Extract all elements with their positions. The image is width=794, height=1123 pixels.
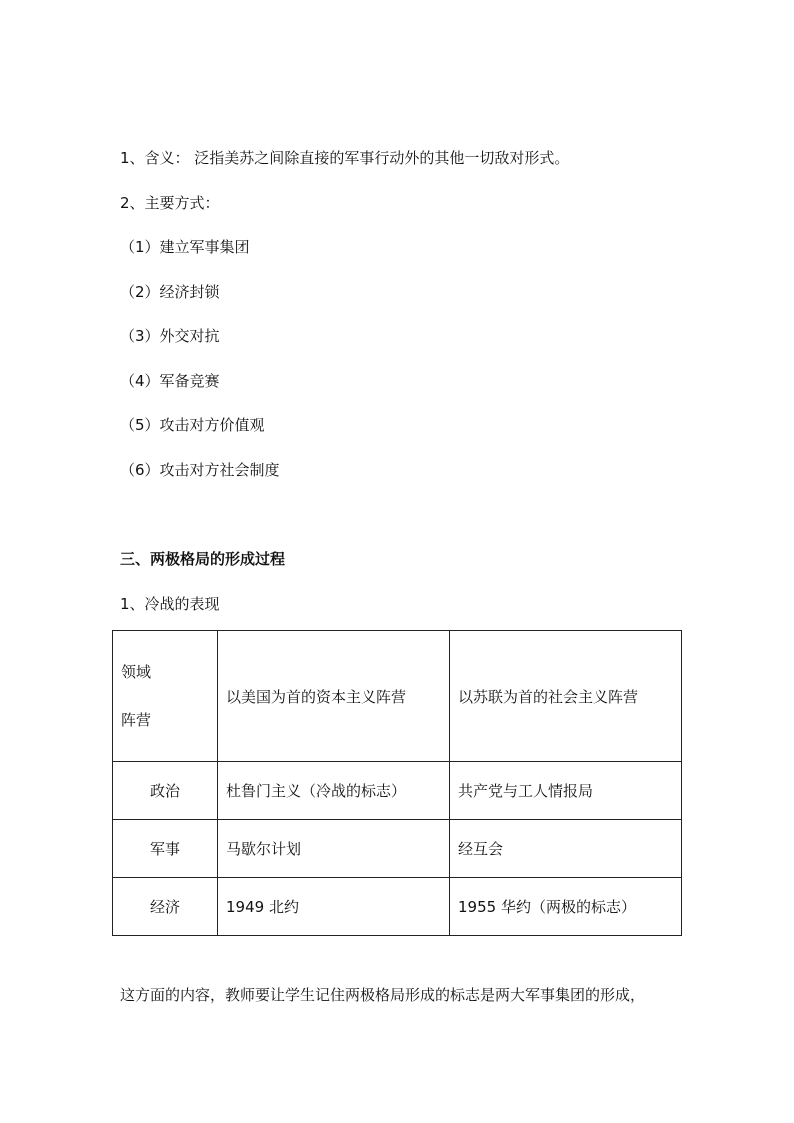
cold-war-table xyxy=(112,630,681,934)
section-subheading: 1、冷战的表现 xyxy=(120,595,220,613)
column-header-soviet-camp: 以苏联为首的社会主义阵营 xyxy=(450,631,682,762)
corner-top-label: 领域 xyxy=(121,663,152,681)
section-heading: 三、两极格局的形成过程 xyxy=(120,550,286,568)
table-cell: 1949 北约 xyxy=(218,878,450,936)
table-cell: 杜鲁门主义（冷战的标志） xyxy=(218,762,450,820)
column-header-us-camp: 以美国为首的资本主义阵营 xyxy=(218,631,450,762)
main-methods-line: 2、主要方式： xyxy=(120,194,220,212)
table-cell: 1955 华约（两极的标志） xyxy=(450,878,682,936)
table-header-row xyxy=(113,631,682,762)
table-row xyxy=(113,820,682,878)
row-label: 军事 xyxy=(113,820,218,878)
table-row xyxy=(113,762,682,820)
method-item: （5）攻击对方价值观 xyxy=(120,416,265,434)
method-item: （1）建立军事集团 xyxy=(120,238,250,256)
method-item: （6）攻击对方社会制度 xyxy=(120,461,280,479)
table-cell: 马歇尔计划 xyxy=(218,820,450,878)
method-item: （3）外交对抗 xyxy=(120,327,220,345)
table-cell: 共产党与工人情报局 xyxy=(450,762,682,820)
corner-bottom-label: 阵营 xyxy=(121,711,152,729)
method-item: （2）经济封锁 xyxy=(120,283,220,301)
row-label: 经济 xyxy=(113,878,218,936)
table-corner-cell xyxy=(113,631,218,762)
table-cell: 经互会 xyxy=(450,820,682,878)
definition-line: 1、含义： 泛指美苏之间除直接的军事行动外的其他一切敌对形式。 xyxy=(120,149,570,167)
table-row xyxy=(113,878,682,936)
footer-paragraph: 这方面的内容，教师要让学生记住两极格局形成的标志是两大军事集团的形成， xyxy=(120,986,646,1004)
method-item: （4）军备竞赛 xyxy=(120,372,220,390)
row-label: 政治 xyxy=(113,762,218,820)
